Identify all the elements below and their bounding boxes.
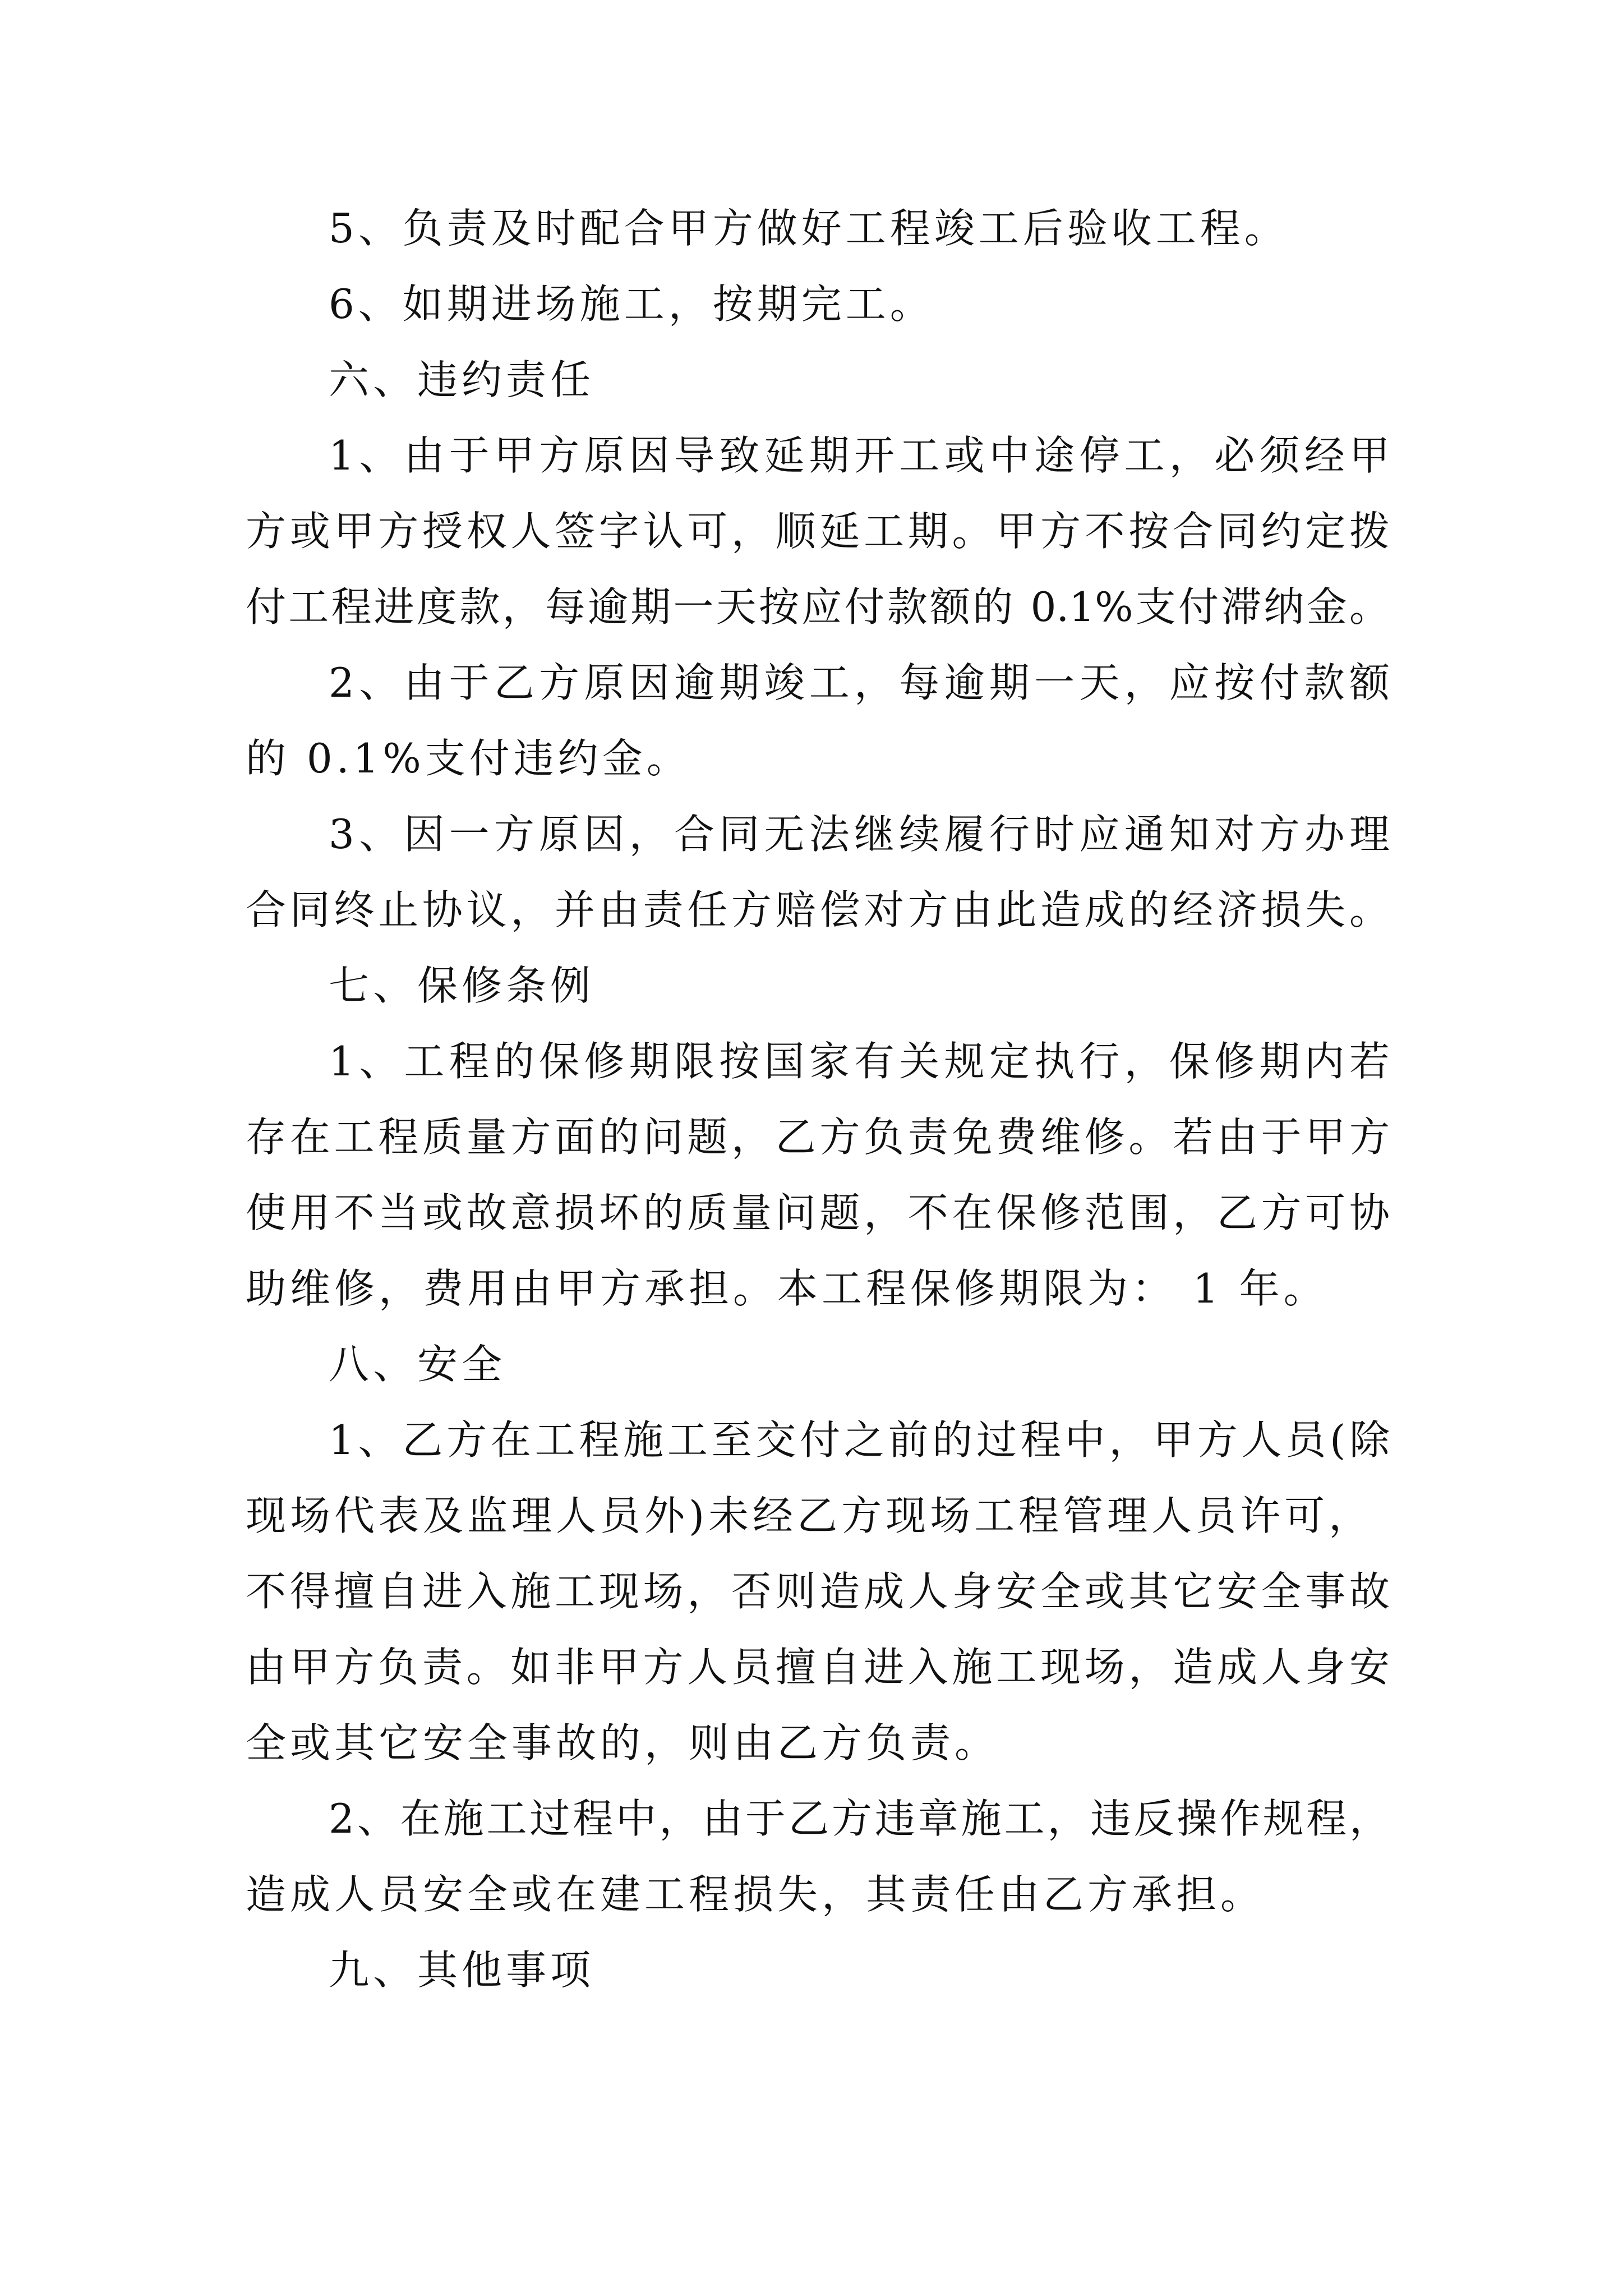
clause-line: 付工程进度款，每逾期一天按应付款额的 0.1%支付滞纳金。 [246, 583, 1390, 631]
clause-line: 方或甲方授权人签字认可，顺延工期。甲方不按合同约定拨 [246, 508, 1390, 555]
clause-line: 6、如期进场施工，按期完工。 [329, 280, 934, 328]
clause-line: 现场代表及监理人员外)未经乙方现场工程管理人员许可， [246, 1492, 1373, 1539]
clause-line: 2、由于乙方原因逾期竣工，每逾期一天，应按付款额 [329, 659, 1390, 706]
clause-line: 2、在施工过程中，由于乙方违章施工，违反操作规程， [329, 1795, 1390, 1842]
section-heading: 八、安全 [329, 1341, 506, 1388]
document-body [246, 191, 1390, 2008]
clause-line: 由甲方负责。如非甲方人员擅自进入施工现场，造成人身安 [246, 1644, 1390, 1691]
clause-line: 的 0.1%支付违约金。 [246, 735, 691, 782]
clause-line: 造成人员安全或在建工程损失，其责任由乙方承担。 [246, 1871, 1265, 1918]
section-heading: 七、保修条例 [329, 962, 595, 1009]
clause-line: 全或其它安全事故的，则由乙方负责。 [246, 1719, 999, 1766]
clause-line: 3、因一方原因，合同无法继续履行时应通知对方办理 [329, 811, 1390, 858]
section-heading: 九、其他事项 [329, 1947, 595, 1994]
clause-line: 助维修，费用由甲方承担。本工程保修期限为： 1 年。 [246, 1265, 1328, 1312]
clause-line: 1、由于甲方原因导致延期开工或中途停工，必须经甲 [329, 432, 1390, 479]
section-heading: 六、违约责任 [329, 356, 595, 403]
clause-line: 合同终止协议，并由责任方赔偿对方由此造成的经济损失。 [246, 886, 1390, 933]
clause-line: 不得擅自进入施工现场，否则造成人身安全或其它安全事故 [246, 1568, 1390, 1615]
clause-line: 1、工程的保修期限按国家有关规定执行，保修期内若 [329, 1038, 1390, 1085]
clause-line: 使用不当或故意损坏的质量问题，不在保修范围，乙方可协 [246, 1189, 1390, 1236]
clause-line: 1、乙方在工程施工至交付之前的过程中，甲方人员(除 [329, 1416, 1390, 1464]
clause-line: 5、负责及时配合甲方做好工程竣工后验收工程。 [329, 205, 1289, 252]
clause-line: 存在工程质量方面的问题，乙方负责免费维修。若由于甲方 [246, 1114, 1390, 1161]
